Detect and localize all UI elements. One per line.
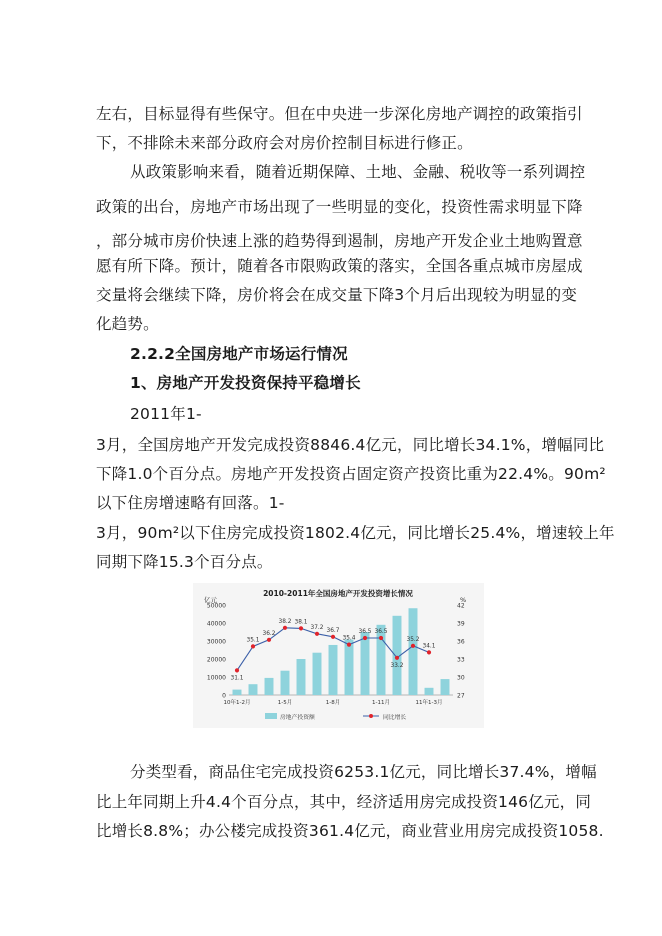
section-heading: 2.2.2全国房地产市场运行情况 [130, 345, 348, 363]
bar [406, 608, 420, 695]
bar [233, 690, 242, 695]
x-tick-label: 1-5月 [277, 700, 293, 706]
growth-point [331, 635, 335, 639]
growth-point [363, 636, 367, 640]
right-tick-label: 33 [457, 656, 465, 664]
x-tick-label: 1-8月 [325, 700, 341, 706]
sub-heading: 1、房地产开发投资保持平稳增长 [130, 374, 361, 392]
growth-data-label: 35.2 [406, 636, 420, 643]
bar [361, 632, 370, 695]
growth-data-label: 38.1 [294, 619, 308, 626]
bar [374, 625, 388, 695]
para-line-11: 2011年1- [130, 405, 202, 423]
growth-data-label: 36.7 [326, 627, 340, 634]
growth-data-label: 35.4 [342, 635, 356, 642]
para-line-19: 比增长8.8%；办公楼完成投资361.4亿元，商业营业用房完成投资1058. [96, 822, 604, 840]
para-line-1: 左右，目标显得有些保守。但在中央进一步深化房地产调控的政策指引 [96, 105, 583, 123]
left-tick-label: 50000 [206, 602, 226, 610]
growth-point [395, 656, 399, 660]
legend-line-label: 同比增长 [383, 715, 407, 721]
para-line-17: 分类型看，商品住宅完成投资6253.1亿元，同比增长37.4%，增幅 [130, 763, 597, 781]
para-line-4: 政策的出台，房地产市场出现了一些明显的变化，投资性需求明显下降 [96, 198, 583, 216]
para-line-16: 同期下降15.3个百分点。 [96, 553, 273, 571]
growth-data-label: 34.1 [422, 643, 436, 650]
left-tick-label: 40000 [206, 620, 226, 628]
para-line-6: 愿有所下降。预计，随着各市限购政策的落实，全国各重点城市房屋成 [96, 257, 583, 275]
investment-chart [193, 583, 484, 728]
right-tick-label: 27 [457, 692, 465, 700]
para-line-3: 从政策影响来看，随着近期保障、土地、金融、税收等一系列调控 [130, 163, 586, 181]
growth-point [315, 632, 319, 636]
left-tick-label: 30000 [206, 638, 226, 646]
growth-point [251, 644, 255, 648]
left-tick-label: 10000 [206, 674, 226, 682]
chart-title: 2010-2011年全国房地产开发投资增长情况 [263, 589, 413, 598]
growth-point [299, 626, 303, 630]
growth-point [379, 636, 383, 640]
growth-data-label: 38.2 [278, 618, 292, 625]
growth-data-label: 36.2 [262, 630, 276, 637]
bar [425, 688, 434, 695]
para-line-7: 交量将会继续下降，房价将会在成交量下降3个月后出现较为明显的变 [96, 286, 578, 304]
right-tick-label: 42 [457, 602, 465, 610]
bar [345, 640, 354, 695]
growth-point [411, 644, 415, 648]
right-tick-label: 30 [457, 674, 465, 682]
bar [313, 653, 322, 695]
left-tick-label: 0 [222, 692, 226, 700]
para-line-13: 下降1.0个百分点。房地产开发投资占固定资产投资比重为22.4%。90m² [96, 465, 606, 483]
growth-point [283, 626, 287, 630]
growth-data-label: 35.1 [246, 637, 260, 644]
x-tick-label: 11年1-3月 [415, 700, 443, 706]
left-tick-label: 20000 [206, 656, 226, 664]
legend-bar-label: 房地产投资额 [280, 715, 315, 721]
growth-data-label: 36.5 [358, 629, 372, 635]
growth-point [427, 650, 431, 654]
growth-point [347, 643, 351, 647]
left-axis-unit: 亿元 [204, 596, 217, 604]
bar [249, 684, 258, 695]
bar [265, 678, 274, 695]
growth-point [235, 668, 239, 672]
growth-data-label: 36.5 [374, 629, 388, 635]
legend-line-marker [369, 714, 373, 718]
para-line-2: 下，不排除未来部分政府会对房价控制目标进行修正。 [96, 134, 473, 152]
chart-svg [193, 583, 484, 728]
bar [329, 645, 338, 695]
para-line-18: 比上年同期上升4.4个百分点，其中，经济适用房完成投资146亿元，同 [96, 793, 592, 811]
para-line-14: 以下住房增速略有回落。1- [96, 494, 285, 512]
para-line-12: 3月，全国房地产开发完成投资8846.4亿元，同比增长34.1%，增幅同比 [96, 436, 605, 454]
para-line-5: ，部分城市房价快速上涨的趋势得到遏制，房地产开发企业土地购置意 [96, 232, 583, 250]
bar [297, 659, 306, 695]
right-tick-label: 36 [457, 638, 465, 646]
growth-data-label: 33.2 [390, 662, 404, 669]
bar [441, 679, 450, 695]
para-line-15: 3月，90m²以下住房完成投资1802.4亿元，同比增长25.4%，增速较上年 [96, 524, 615, 542]
right-axis-unit: % [460, 596, 467, 604]
x-tick-label: 1-11月 [372, 700, 390, 706]
right-tick-label: 39 [457, 620, 465, 628]
growth-data-label: 37.2 [310, 624, 324, 631]
growth-data-label: 31.1 [230, 675, 244, 682]
growth-point [267, 638, 271, 642]
legend-bar-swatch [265, 713, 277, 719]
para-line-8: 化趋势。 [96, 315, 159, 333]
x-tick-label: 10年1-2月 [223, 700, 251, 706]
bar [281, 671, 290, 695]
